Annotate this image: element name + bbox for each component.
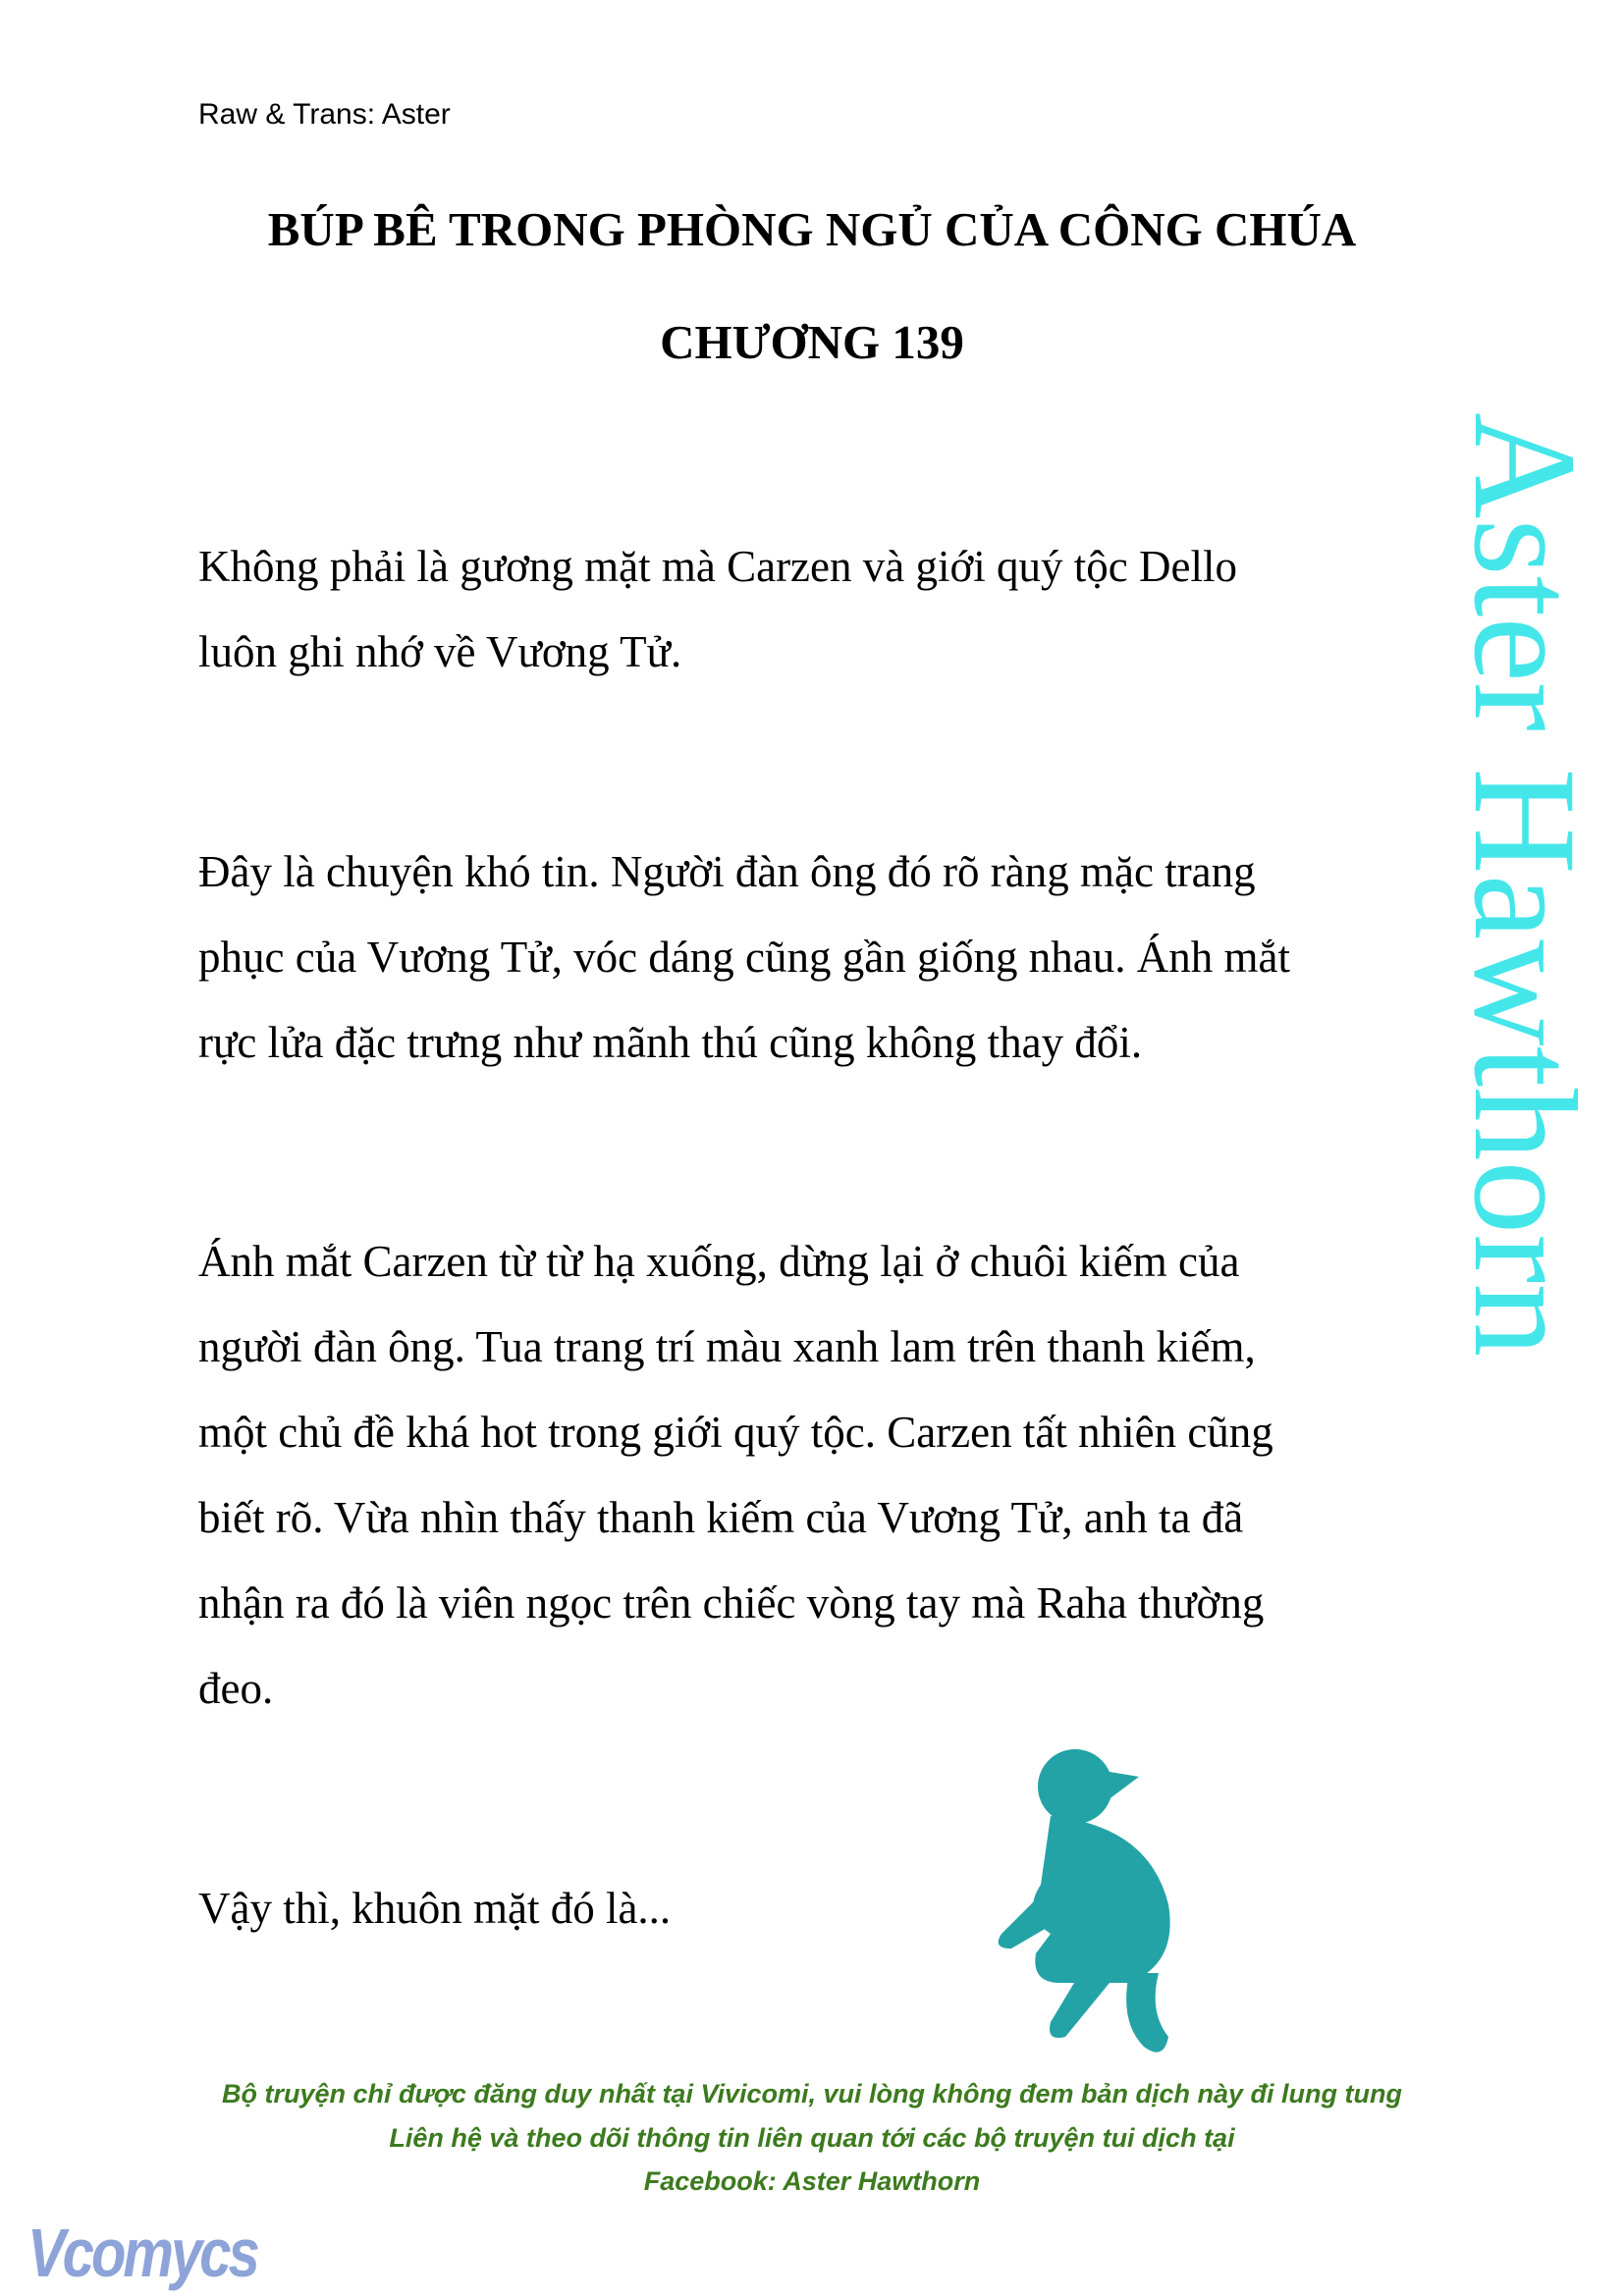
body-line: Vậy thì, khuôn mặt đó là... [198,1884,672,1933]
body-line: Ánh mắt Carzen từ từ hạ xuống, dừng lại ở chuôi kiếm của [198,1237,1240,1286]
footer-facebook: Facebook: Aster Hawthorn [643,2166,981,2196]
footer-contact: Liên hệ và theo dõi thông tin liên quan tới các bộ truyện tui dịch tại [389,2123,1235,2153]
body-line: người đàn ông. Tua trang trí màu xanh lam trên thanh kiếm, [198,1322,1256,1371]
watermark-text: Aster Hawthorn [1443,412,1606,1358]
body-line: một chủ đề khá hot trong giới quý tộc. Carzen tất nhiên cũng [198,1408,1273,1457]
footer-notice: Bộ truyện chỉ được đăng duy nhất tại Vivicomi, vui lòng không đem bản dịch này đi lung tung [222,2079,1402,2109]
cat-silhouette-icon [982,1737,1208,2061]
body-line: luôn ghi nhớ về Vương Tử. [198,627,682,676]
body-line: rực lửa đặc trưng như mãnh thú cũng không thay đổi. [198,1018,1143,1067]
body-line: Đây là chuyện khó tin. Người đàn ông đó rõ ràng mặc trang [198,847,1256,896]
vcomycs-logo: Vcomycs [27,2215,257,2292]
body-line: phục của Vương Tử, vóc dáng cũng gần giống nhau. Ánh mắt [198,933,1290,982]
body-line: nhận ra đó là viên ngọc trên chiếc vòng tay mà Raha thường [198,1578,1265,1628]
body-line: đeo. [198,1664,274,1713]
body-line: biết rõ. Vừa nhìn thấy thanh kiếm của Vương Tử, anh ta đã [198,1493,1244,1542]
body-line: Không phải là gương mặt mà Carzen và giới quý tộc Dello [198,542,1237,591]
chapter-heading: CHƯƠNG 139 [660,315,964,369]
translator-credit: Raw & Trans: Aster [198,98,451,131]
document-title: BÚP BÊ TRONG PHÒNG NGỦ CỦA CÔNG CHÚA [267,202,1357,256]
